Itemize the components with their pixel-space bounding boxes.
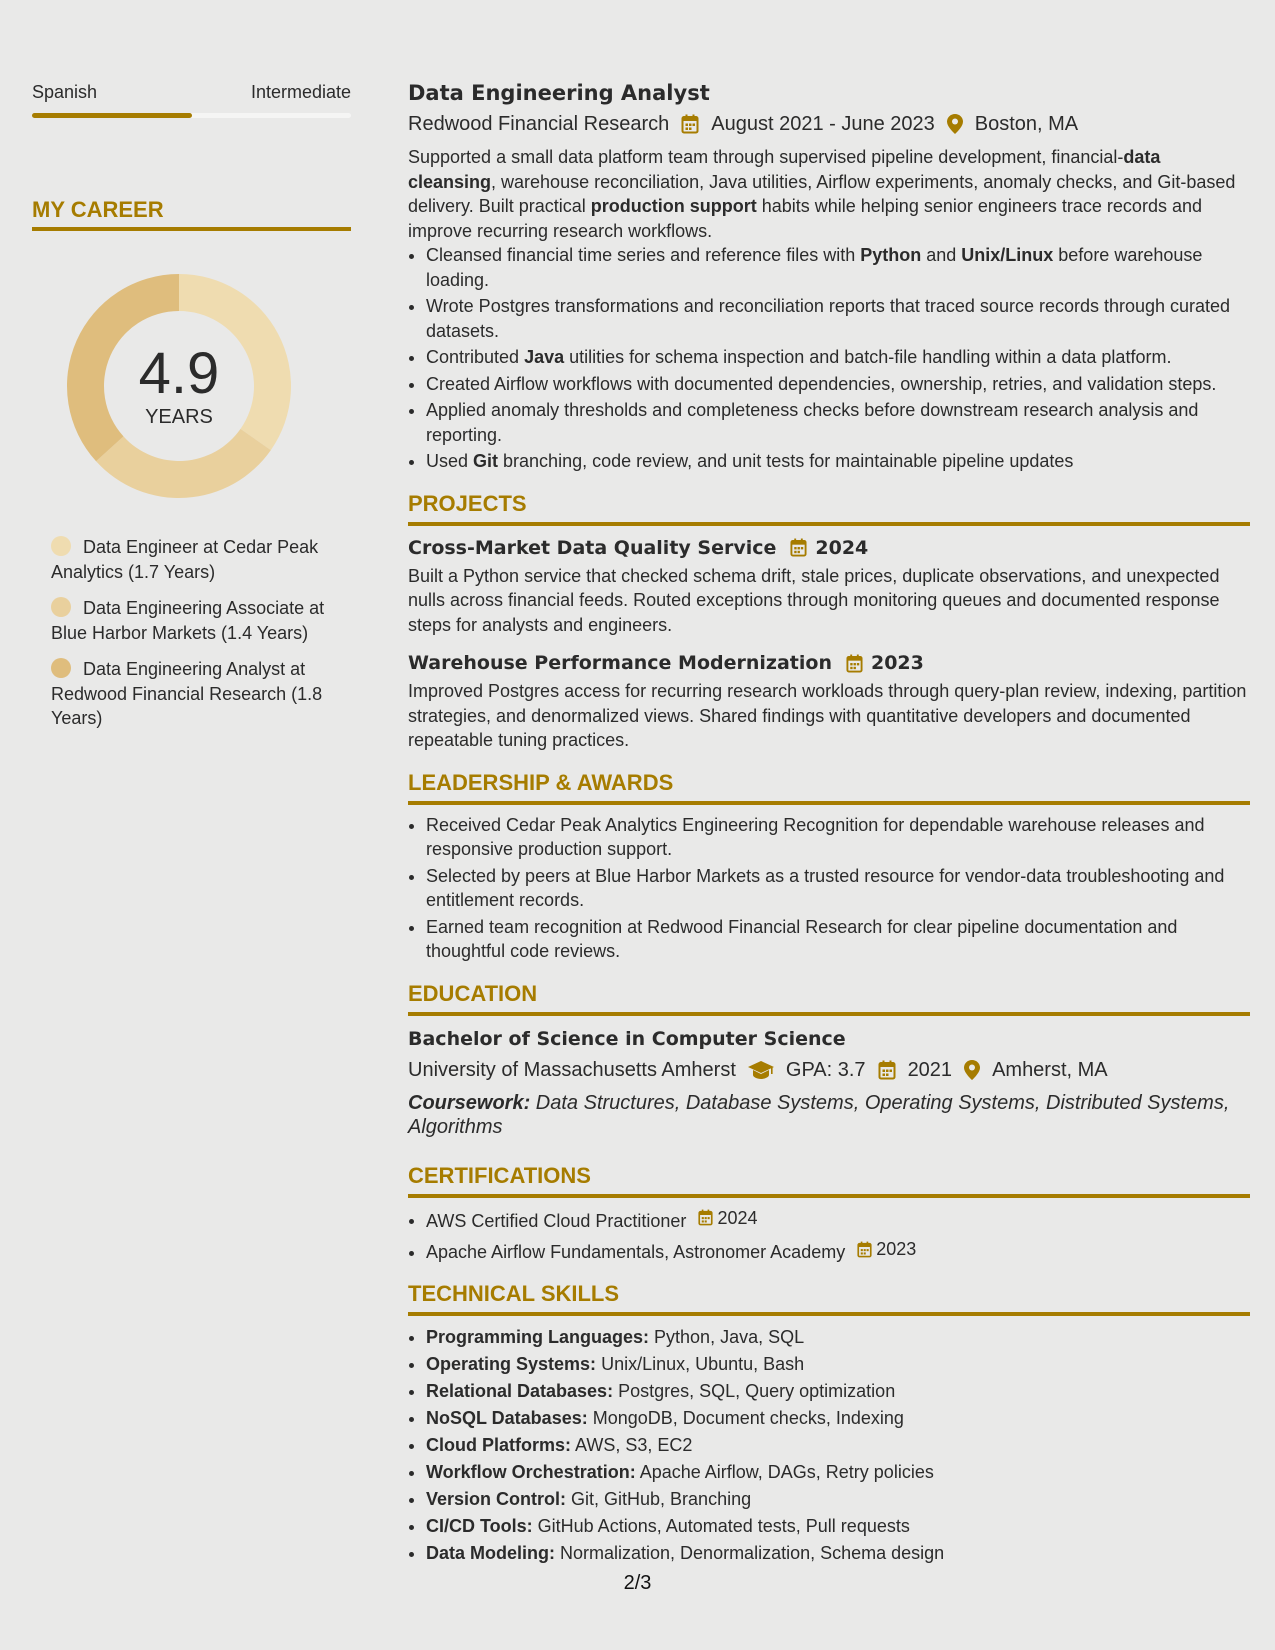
- job-bullet: • Applied anomaly thresholds and completeness checks before downstream research analysis and reporting.: [426, 398, 1250, 447]
- language-proficiency-fill: [32, 113, 192, 118]
- job-bullets: [426, 243, 1250, 474]
- graduation-cap-icon: [748, 1061, 774, 1079]
- skill-value: Normalization, Denormalization, Schema design: [555, 1543, 945, 1563]
- bullet-keyword: Git: [473, 451, 499, 471]
- skill-value: Unix/Linux, Ubuntu, Bash: [596, 1354, 805, 1374]
- certification-item: [426, 1237, 1250, 1264]
- skill-value: Apache Airflow, DAGs, Retry policies: [635, 1462, 934, 1482]
- certifications-section-title: CERTIFICATIONS: [408, 1162, 591, 1188]
- career-total-value: 4.9: [138, 340, 220, 406]
- career-donut-center: [65, 272, 293, 500]
- leadership-item: • Selected by peers at Blue Harbor Markets as a trusted resource for vendor-data troubleshooting and entitlement records.: [426, 864, 1250, 913]
- skill-label: Data Modeling:: [426, 1543, 555, 1563]
- legend-label: Data Engineer at Cedar Peak Analytics (1.7 Years): [51, 537, 319, 582]
- project-description: Built a Python service that checked schema drift, stale prices, duplicate observations, and unexpected nulls across financial feeds. Routed exceptions through monitoring queues and documented response steps for analysts and engineers.: [408, 565, 1220, 635]
- skill-value: GitHub Actions, Automated tests, Pull requests: [532, 1516, 910, 1536]
- career-total-unit: YEARS: [145, 405, 213, 428]
- job-meta: [408, 109, 1250, 139]
- calendar-icon: [681, 114, 699, 134]
- education-coursework: [408, 1091, 1250, 1140]
- skill-value: Python, Java, SQL: [649, 1327, 805, 1347]
- job-bullet: • Wrote Postgres transformations and reconciliation reports that traced source records through curated datasets.: [426, 294, 1250, 343]
- skill-label: Workflow Orchestration:: [426, 1462, 636, 1482]
- project-name: Warehouse Performance Modernization: [408, 652, 832, 674]
- legend-dot: [51, 536, 71, 556]
- skill-value: AWS, S3, EC2: [571, 1435, 693, 1455]
- skill-value: Postgres, SQL, Query optimization: [613, 1381, 896, 1401]
- skill-label: Version Control:: [426, 1489, 567, 1509]
- leadership-section-title: LEADERSHIP & AWARDS: [408, 769, 674, 795]
- career-section-title: MY CAREER: [32, 197, 164, 222]
- job-company: Redwood Financial Research: [408, 113, 670, 135]
- leadership-item: • Received Cedar Peak Analytics Engineering Recognition for dependable warehouse releases and responsive production support.: [426, 813, 1250, 862]
- skill-value: Git, GitHub, Branching: [566, 1489, 752, 1509]
- job-summary: [408, 145, 1250, 243]
- education-degree: Bachelor of Science in Computer Science: [408, 1027, 846, 1050]
- certification-date: [845, 1237, 916, 1262]
- skill-label: Programming Languages:: [426, 1327, 650, 1347]
- section-rule: [408, 522, 1250, 526]
- skill-label: Operating Systems:: [426, 1354, 597, 1374]
- project-description: Improved Postgres access for recurring research workloads through query-plan review, indexing, partition strategies, and denormalized views. Shared findings with quantitative developers and documented repeatable tuning practices.: [408, 681, 1247, 750]
- job-location: Boston, MA: [974, 113, 1079, 135]
- location-pin-icon: [964, 1060, 980, 1080]
- leadership-list: [426, 813, 1250, 964]
- legend-item: [51, 596, 341, 645]
- skill-item: [426, 1540, 1250, 1567]
- skill-item: [426, 1486, 1250, 1513]
- coursework-label: Coursework:: [408, 1091, 531, 1114]
- main-content: [408, 78, 1250, 1567]
- language-row: [32, 82, 351, 103]
- summary-keyword: data cleansing: [408, 147, 1161, 192]
- education-gpa: GPA: 3.7: [785, 1058, 866, 1081]
- summary-text: Supported a small data platform team through supervised pipeline development, financial-: [408, 147, 1124, 167]
- certification-name: Apache Airflow Fundamentals, Astronomer Academy: [426, 1241, 846, 1262]
- summary-text: , warehouse reconciliation, Java utilities, Airflow experiments, anomaly checks, and Git-based delivery. Built practical: [408, 171, 1236, 216]
- project-title: [408, 649, 1250, 677]
- bullet-keyword: Unix/Linux: [961, 245, 1054, 265]
- calendar-icon: [878, 1060, 896, 1080]
- summary-keyword: production support: [590, 196, 757, 216]
- certification-name: AWS Certified Cloud Practitioner: [426, 1210, 687, 1231]
- certification-year: 2023: [876, 1238, 917, 1259]
- bullet-text: Cleansed financial time series and reference files with: [426, 245, 861, 265]
- bullet-text: branching, code review, and unit tests for maintainable pipeline updates: [498, 451, 1074, 471]
- skills-list: [426, 1324, 1250, 1567]
- language-name: Spanish: [32, 82, 98, 102]
- job-dates: August 2021 - June 2023: [711, 113, 935, 135]
- job-bullet: • Created Airflow workflows with documented dependencies, ownership, retries, and validation steps.: [426, 372, 1250, 397]
- job-title: Data Engineering Analyst: [408, 81, 710, 105]
- education-year: 2021: [907, 1058, 953, 1081]
- skill-label: Cloud Platforms:: [426, 1435, 572, 1455]
- certification-year: 2024: [717, 1207, 758, 1228]
- legend-label: Data Engineering Analyst at Redwood Financial Research (1.8 Years): [51, 659, 323, 728]
- skill-item: [426, 1378, 1250, 1405]
- projects-section-title: PROJECTS: [408, 490, 527, 516]
- certifications-list: [426, 1206, 1250, 1265]
- skill-label: Relational Databases:: [426, 1381, 614, 1401]
- job-bullet: [426, 345, 1250, 370]
- education-school: University of Massachusetts Amherst: [408, 1058, 736, 1081]
- project-title: [408, 534, 1250, 562]
- language-proficiency-bar: [32, 113, 351, 118]
- legend-dot: [51, 658, 71, 678]
- language-level: Intermediate: [250, 82, 351, 102]
- calendar-icon: [698, 1209, 713, 1226]
- bullet-text: before warehouse loading.: [426, 245, 1203, 290]
- career-section-rule: [32, 227, 351, 231]
- project-name: Cross-Market Data Quality Service: [408, 536, 777, 559]
- job-bullet: [426, 449, 1250, 474]
- education-location: Amherst, MA: [992, 1058, 1108, 1081]
- bullet-keyword: Python: [860, 245, 922, 265]
- summary-text: habits while helping senior engineers trace records and improve recurring research workflows.: [408, 196, 1202, 241]
- legend-dot: [51, 597, 71, 617]
- skill-item: [426, 1405, 1250, 1432]
- job-bullet: [426, 243, 1250, 292]
- legend-item: [51, 657, 341, 731]
- skill-item: [426, 1432, 1250, 1459]
- skill-item: [426, 1324, 1250, 1351]
- skill-item: [426, 1351, 1250, 1378]
- skill-label: NoSQL Databases:: [426, 1408, 588, 1428]
- section-rule: [408, 1312, 1250, 1316]
- location-pin-icon: [947, 114, 963, 134]
- bullet-keyword: Java: [524, 347, 565, 367]
- skill-label: CI/CD Tools:: [426, 1516, 533, 1536]
- project-year: 2024: [815, 536, 869, 559]
- calendar-icon: [790, 538, 807, 557]
- skill-value: MongoDB, Document checks, Indexing: [587, 1408, 904, 1428]
- certification-item: [426, 1206, 1250, 1233]
- bullet-text: utilities for schema inspection and batch-file handling within a data platform.: [564, 347, 1172, 367]
- calendar-icon: [857, 1241, 872, 1258]
- legend-label: Data Engineering Associate at Blue Harbor Markets (1.4 Years): [51, 598, 325, 643]
- bullet-text: Contributed: [426, 347, 525, 367]
- bullet-text: Used: [426, 451, 474, 471]
- project-year: 2023: [870, 652, 924, 674]
- education-meta: [408, 1055, 1250, 1085]
- legend-item: [51, 535, 341, 584]
- leadership-item: • Earned team recognition at Redwood Financial Research for clear pipeline documentation and thoughtful code reviews.: [426, 915, 1250, 964]
- career-legend: [51, 535, 341, 743]
- page-number: 2/3: [623, 1572, 652, 1594]
- section-rule: [408, 1194, 1250, 1198]
- skill-item: [426, 1513, 1250, 1540]
- calendar-icon: [846, 654, 863, 673]
- section-rule: [408, 801, 1250, 805]
- skill-item: [426, 1459, 1250, 1486]
- bullet-text: and: [921, 245, 962, 265]
- certification-date: [686, 1206, 757, 1231]
- section-rule: [408, 1012, 1250, 1016]
- skills-section-title: TECHNICAL SKILLS: [408, 1281, 620, 1306]
- education-section-title: EDUCATION: [408, 980, 538, 1006]
- coursework-list: Data Structures, Database Systems, Operating Systems, Distributed Systems, Algorithms: [408, 1091, 1230, 1138]
